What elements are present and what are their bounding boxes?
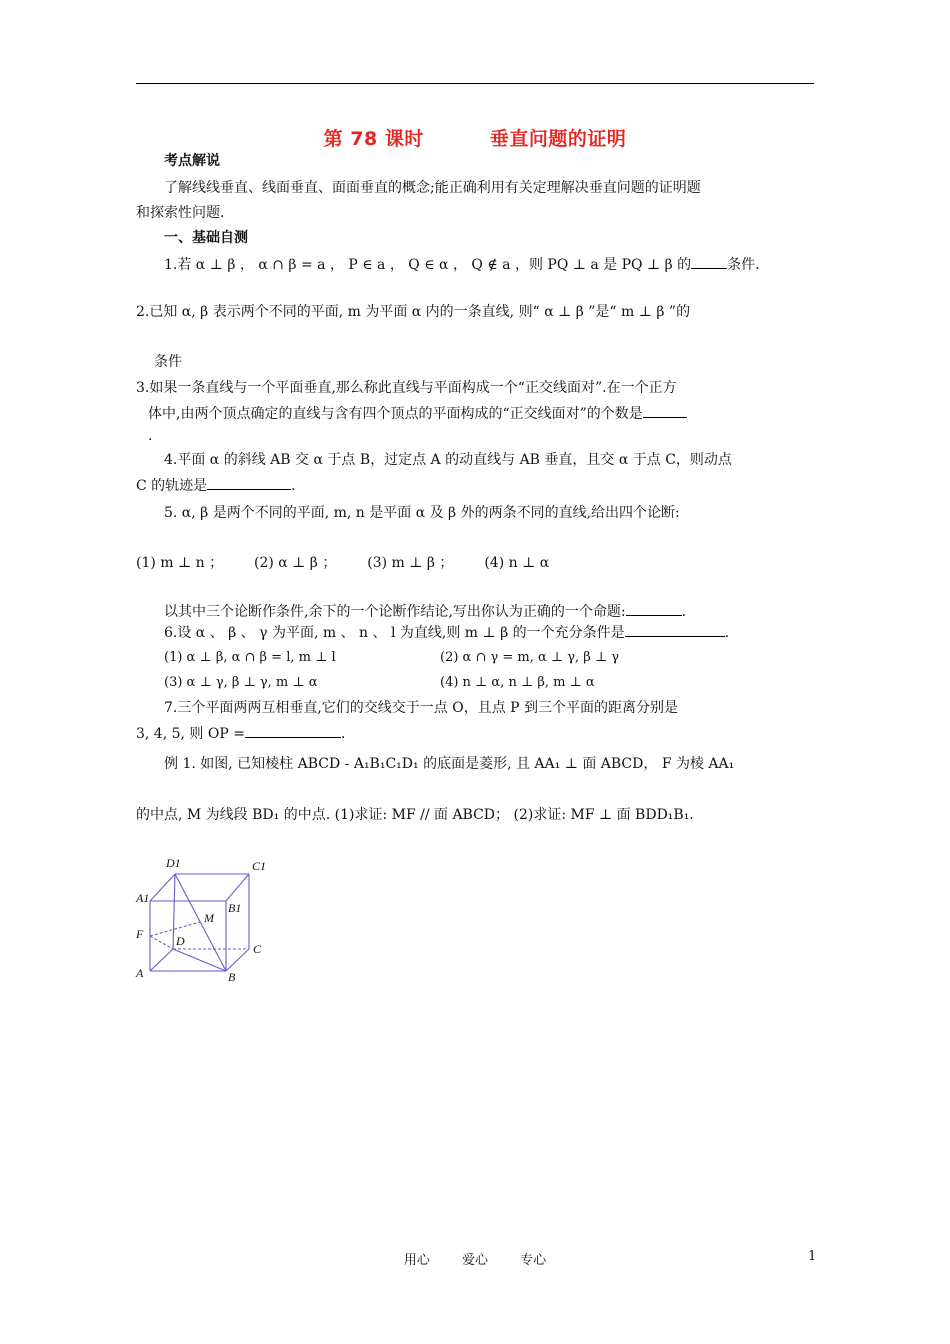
example-1-line-1: 例 1. 如图, 已知棱柱 ABCD - A₁B₁C₁D₁ 的底面是菱形, 且 AA₁ ⊥ 面 ABCD， F 为棱 AA₁ [164,756,735,772]
question-5: 5. α, β 是两个不同的平面, m, n 是平面 α 及 β 外的两条不同的直线,给出四个论断: [164,505,680,521]
footer-item-1: 用心 [403,1253,430,1268]
question-5-items [136,553,549,573]
q1-end: 条件. [727,257,760,273]
header-rule [136,83,814,84]
edge-A1D1 [150,874,175,901]
question-3-end: . [148,428,153,444]
segment-FM [150,922,200,936]
intro-line-1: 了解线线垂直、线面垂直、面面垂直的概念;能正确利用有关定理解决垂直问题的证明题 [164,180,701,196]
label-C: C [253,942,262,956]
page-title [0,124,950,151]
question-3-line-2 [148,403,687,424]
question-2: 2.已知 α, β 表示两个不同的平面, m 为平面 α 内的一条直线, 则“ α ⊥ β ”是“ m ⊥ β ”的 [136,304,691,320]
question-6: 6.设 α 、 β 、 γ 为平面, m 、 n 、 l 为直线,则 m ⊥ β 的一个充分条件是 . [164,622,729,643]
label-B1: B1 [228,901,242,915]
title-lesson: 第 78 课时 [323,128,424,150]
label-B: B [228,970,236,984]
q7-text: 3, 4, 5, 则 OP = [136,726,245,742]
label-D: D [176,934,185,948]
q6-option-2: (2) α ∩ γ = m, α ⊥ γ, β ⊥ γ [440,650,620,665]
question-3-line-1: 3.如果一条直线与一个平面垂直,那么称此直线与平面构成一个“正交线面对”.在一个正方 [136,380,677,396]
example-1-line-2: 的中点, M 为线段 BD₁ 的中点. (1)求证: MF // 面 ABCD； (2)求证: MF ⊥ 面 BDD₁B₁. [136,807,694,823]
label-D1: D1 [166,856,181,870]
q6-option-3: (3) α ⊥ γ, β ⊥ γ, m ⊥ α [164,675,318,690]
q3-blank[interactable] [643,403,687,418]
question-4-line-1: 4.平面 α 的斜线 AB 交 α 于点 B，过定点 A 的动直线与 AB 垂直，且交 α 于点 C，则动点 [164,452,732,468]
q5-item-2: (2) α ⊥ β ； [254,555,337,571]
edge-AD [150,949,173,971]
edge-DB [173,949,226,971]
question-7-line-1: 7.三个平面两两互相垂直,它们的交线交于一点 O，且点 P 到三个平面的距离分别是 [164,700,679,716]
q7-end: . [340,726,346,742]
segment-FD [150,936,173,949]
edge-BC [226,949,249,971]
question-5-end: 以其中三个论断作条件,余下的一个论断作结论,写出你认为正确的一个命题: . [164,601,686,622]
question-7-line-2 [136,723,345,744]
q5-item-4: (4) n ⊥ α [484,555,550,571]
page-number: 1 [808,1249,817,1264]
label-M: M [204,911,214,925]
section-basic-heading: 一、基础自测 [164,230,248,246]
label-A: A [136,966,144,980]
q6-option-1: (1) α ⊥ β, α ∩ β = l, m ⊥ l [164,650,336,665]
q4-text: C 的轨迹是 [136,478,208,494]
question-2-cont: 条件 [154,354,182,370]
footer-item-3: 专心 [520,1253,547,1268]
prism-figure [130,852,280,987]
q5-item-1: (1) m ⊥ n ； [136,555,224,571]
q4-blank[interactable] [207,475,291,490]
label-A1: A1 [136,891,150,905]
q7-blank[interactable] [245,723,341,738]
question-4-line-2 [136,475,296,496]
q5-blank[interactable] [626,601,682,616]
edge-DD1 [173,874,175,949]
section-exam-heading: 考点解说 [164,153,220,169]
q4-end: . [291,478,296,494]
label-C1: C1 [252,859,267,873]
q6-blank[interactable] [625,622,725,637]
footer-item-2: 爱心 [461,1253,488,1268]
label-F: F [136,927,144,941]
q5-end-text: 以其中三个论断作条件,余下的一个论断作结论,写出你认为正确的一个命题: [164,604,626,620]
q5-item-3: (3) m ⊥ β ； [367,555,454,571]
q1-blank[interactable] [691,254,727,269]
question-1 [164,254,760,275]
q6-text: 6.设 α 、 β 、 γ 为平面, m 、 n 、 l 为直线,则 m ⊥ β 的一个充分条件是 [164,625,625,641]
q6-option-4: (4) n ⊥ α, n ⊥ β, m ⊥ α [440,675,595,690]
edge-B1C1 [226,874,249,901]
segment-D1B [175,874,226,971]
q1-text: 1.若 α ⊥ β ， α ∩ β = a ， P ∈ a ， Q ∈ α ， Q ∉ a ，则 PQ ⊥ a 是 PQ ⊥ β 的 [164,257,692,273]
title-topic: 垂直问题的证明 [489,128,627,150]
intro-line-2: 和探索性问题. [136,205,225,221]
q3-text: 体中,由两个顶点确定的直线与含有四个顶点的平面构成的“正交线面对”的个数是 [148,406,643,422]
